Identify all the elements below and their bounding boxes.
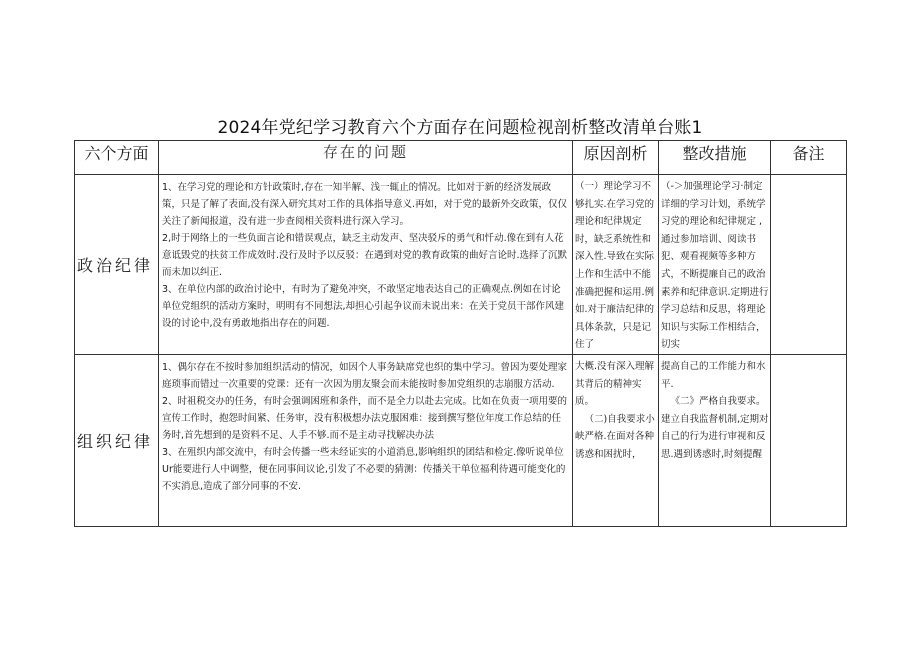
remarks-cell — [771, 354, 847, 526]
remarks-cell — [771, 175, 847, 355]
measures-cell — [659, 175, 771, 355]
cause-text: （二)自我要求小峡严格.在面对各种诱惑和困扰时， — [575, 413, 655, 460]
measures-text: 提高自己的工作能力和水平. — [661, 360, 766, 390]
cause-cell — [573, 354, 659, 526]
problem-item: 1、在学习党的理论和方针政策时,存在一知半解、浅一辄止的情况。比如对于新的经济发展政策，只是了解了表面,没有深入研究其对工作的具体指导意义.再如，对于党的最新外交政策，仅仅关注了新闻报道，没有进一步查阅相关资料进行深入学习。 — [162, 182, 568, 227]
header-cause: 原因剖析 — [573, 141, 659, 175]
problem-item: 3、在单位内部的政治讨论中，有时为了避免冲突，不敢坚定地表达自己的正确观点.例如在讨论单位党组织的活动方案时，明明有不同想法,却担心引起争议而未说出来：在关于党员干部作风建设的讨论中,没有勇敢地指出存在的问题. — [162, 284, 565, 329]
header-measures: 整改措施 — [659, 141, 771, 175]
header-category: 六个方面 — [75, 141, 159, 175]
rectification-ledger-table — [74, 140, 847, 527]
table-row — [75, 354, 847, 526]
category-cell: 政治纪律 — [75, 175, 159, 355]
problem-item: 1、偶尔存在不按时参加组织活动的情况，如因个人事务缺席党也织的集中学习。曾因为要处理家庭琐事而错过一次重要的党课：还有一次因为朋友聚会而未能按时参加党组织的志崩服方活动. — [162, 361, 568, 390]
cause-text: （一）理论学习不够扎实.在学习党的理论和纪律规定时，缺乏系统性和深入性.导致在实际上作和生活中不能准确把握和运用.例如.对于廉洁纪律的具体条款，只是记住了 — [575, 181, 655, 351]
cause-cell — [573, 175, 659, 355]
problem-item: 2、时祖税交办的任务，有时会强调困班和条件，而不是全力以赴去完成。比如在负责一项用要的宣传工作时，抱怨时间紧、任务审，没有积极想办法克服困难：接到撰写整位年度工作总结的任务时,首先想到的是资料不足、人手不够.而不是主动寻找解决办法 — [162, 395, 568, 441]
problem-item: 3、在殂织内部交流中，有时会传播一些未经证实的小道消息,影响组织的团结和检定.像听说单位Ur能要进行人中调整，便在同事间议论,引发了不必要的猜测：传播关干单位福利待遇可能变化的不实消息,造成了部分同事的不安. — [162, 446, 566, 492]
category-cell: 组织纪律 — [75, 354, 159, 526]
header-remarks: 备注 — [771, 141, 847, 175]
table-row — [75, 175, 847, 355]
problem-item: 2,时于网络上的一些负面言论和错误观点，缺乏主动发声、坚决驳斥的勇气和忏动.像在到有人花意诋毁党的扶贫工作成效时.没行及时予以反驳：在遇到对党的教育政策的曲好言论时.选择了沉默而未加以纠正. — [162, 233, 568, 278]
measures-text: （-＞加强理论学习·制定详细的学习计划，系统学习党的理论和纪律规定 ,通过参加培训、阅读书犯、观看视频等多种方式，不断提廉自己的政治素养和纪律意识.定期进行学习总结和反思，将理论知识与实际工作相结合，切实 — [661, 181, 769, 351]
measures-text: 《二》严格自我要求。建立自我监督机制,定期对自己的行为进行审视和反思.遇到诱惑时,时刻提醒 — [661, 396, 769, 460]
problem-cell — [159, 354, 573, 526]
header-problem: 存在的问题 — [159, 141, 573, 175]
problem-cell — [159, 175, 573, 355]
cause-text: 大概.没有深入理解其背后的精神实质。 — [575, 360, 655, 408]
table-header-row — [75, 141, 847, 175]
measures-cell — [659, 354, 771, 526]
document-title: 2024年党纪学习教育六个方面存在问题检视剖析整改清单台账1 — [217, 118, 703, 138]
